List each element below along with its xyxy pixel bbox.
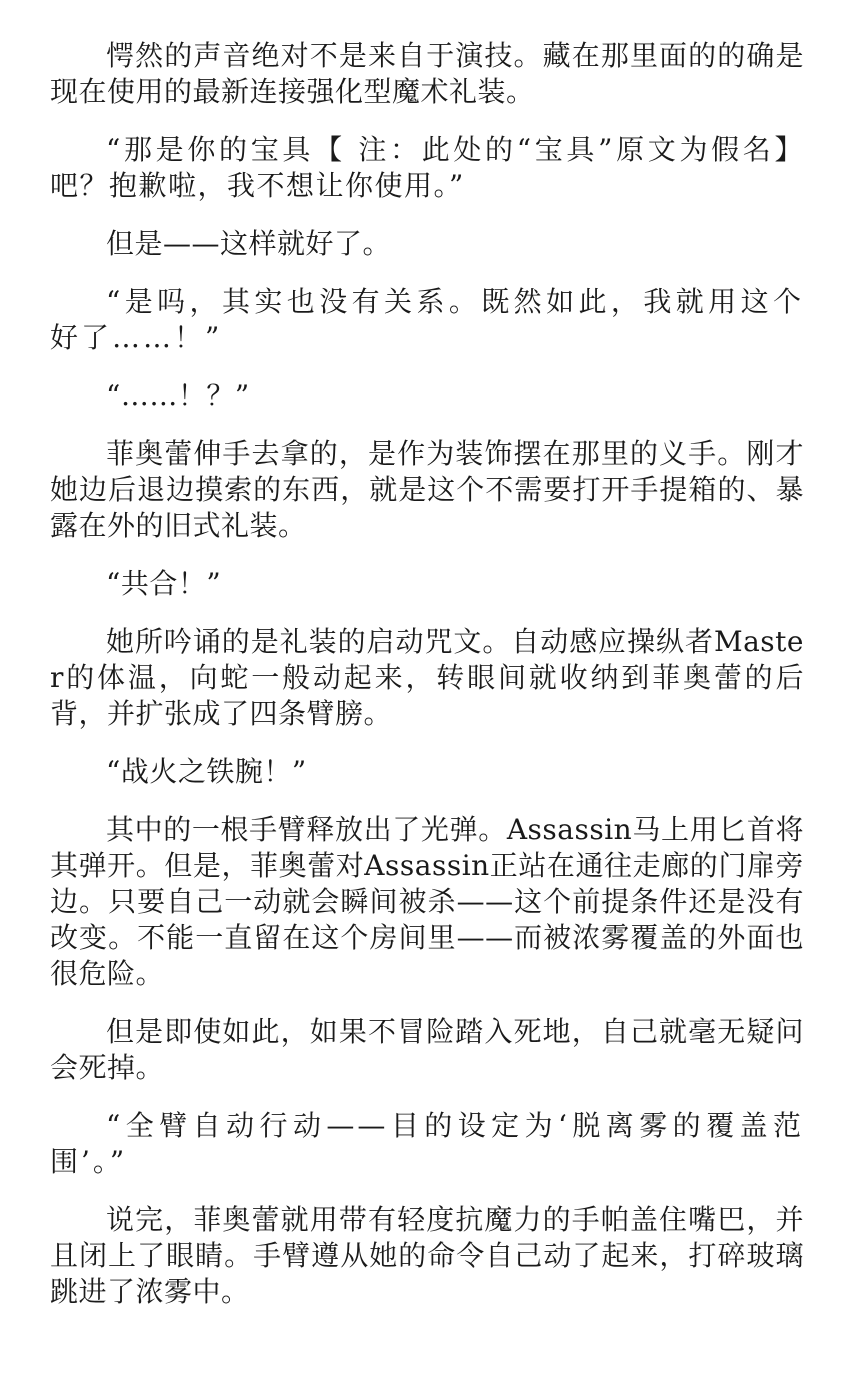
paragraph-11: 但是即使如此，如果不冒险踏入死地，自己就毫无疑问会死掉。	[50, 1015, 804, 1084]
paragraph-5-dialogue: “……！？”	[106, 379, 250, 412]
paragraph-13: 说完，菲奥蕾就用带有轻度抗魔力的手帕盖住嘴巴，并且闭上了眼睛。手臂遵从她的命令自己动了起来，打碎玻璃跳进了浓雾中。	[50, 1203, 804, 1308]
paragraph-12-dialogue: “全臂自动行动——目的设定为‘脱离雾的覆盖范围’。”	[50, 1109, 804, 1178]
paragraph-10: 其中的一根手臂释放出了光弹。Assassin马上用匕首将其弹开。但是，菲奥蕾对Assassin正站在通往走廊的门扉旁边。只要自己一动就会瞬间被杀——这个前提条件还是没有改变。不能一直留在这个房间里——而被浓雾覆盖的外面也很危险。	[50, 813, 804, 990]
paragraph-7-dialogue: “共合！”	[106, 567, 222, 600]
paragraph-3: 但是——这样就好了。	[106, 227, 392, 260]
paragraph-6: 菲奥蕾伸手去拿的，是作为装饰摆在那里的义手。刚才她边后退边摸索的东西，就是这个不需要打开手提箱的、暴露在外的旧式礼装。	[50, 437, 804, 542]
paragraph-4-dialogue: “是吗，其实也没有关系。既然如此，我就用这个好了……！”	[50, 285, 804, 354]
paragraph-1: 愕然的声音绝对不是来自于演技。藏在那里面的的确是现在使用的最新连接强化型魔术礼装。	[50, 39, 804, 108]
paragraph-2-dialogue: “那是你的宝具【 注：此处的“宝具”原文为假名】吧？抱歉啦，我不想让你使用。”	[50, 133, 804, 202]
paragraph-9-dialogue: “战火之铁腕！”	[106, 755, 307, 788]
paragraph-8: 她所吟诵的是礼装的启动咒文。自动感应操纵者Master的体温，向蛇一般动起来，转眼间就收纳到菲奥蕾的后背，并扩张成了四条臂膀。	[50, 625, 804, 730]
